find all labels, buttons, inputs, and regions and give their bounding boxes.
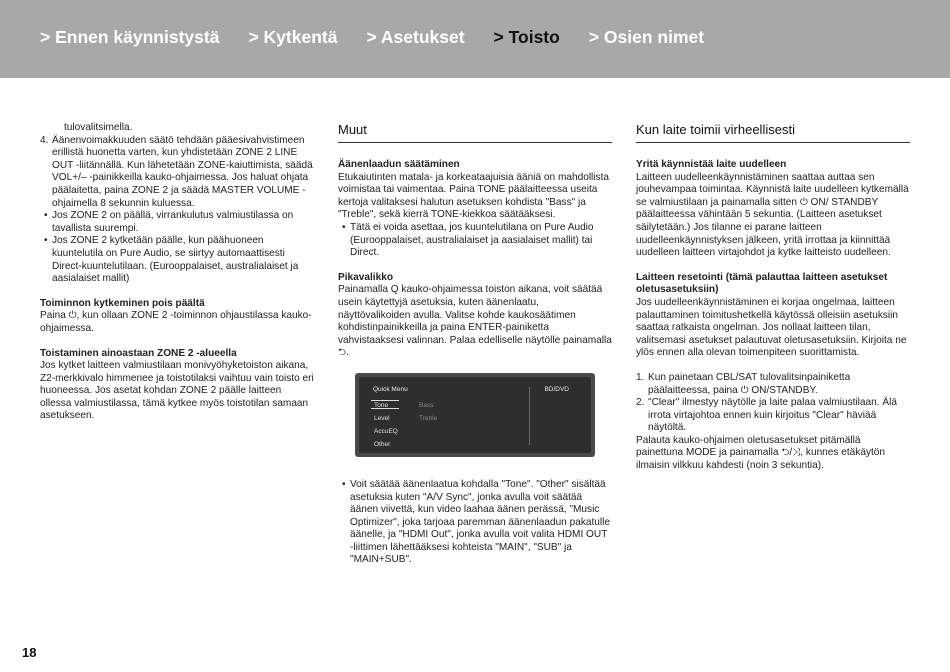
- screen-sub-item: Treble: [419, 414, 438, 422]
- section-title-malfunction: Kun laite toimii virheellisesti: [636, 122, 910, 143]
- screen-menu-item: Tone: [374, 401, 389, 409]
- bullet-item: • Jos ZONE 2 on päällä, virrankulutus valmiustilassa on tavallista suurempi.: [40, 210, 315, 235]
- text-fragment: , kun ollaan ZONE 2 -toiminnon ohjaustilassa kauko-ohjaimessa.: [40, 310, 312, 334]
- list-number: 4.: [40, 134, 49, 146]
- subheading-reset: Laitteen resetointi (tämä palauttaa laitteen asetukset oletusasetuksiin): [636, 271, 888, 296]
- column-right: [636, 122, 910, 473]
- tab-toisto[interactable]: > Toisto: [493, 27, 560, 47]
- list-item: [636, 397, 910, 435]
- section-title-muut: Muut: [338, 122, 612, 143]
- paragraph-zone2-only: Jos kytket laitteen valmiustilaan monivyöhyketoiston aikana, Z2-merkkivalo himmenee ja toistotilaksi vaihtuu vain toisto eri huoneessa. Jos asetat kohdan ZONE 2 päälle laitteen ollessa valmiustilassa, tämä kytkee myös toistotilan samaan asetukseen.: [40, 360, 314, 422]
- screen-menu-item: AccuEQ: [374, 427, 398, 435]
- text-fragment: "Clear" ilmestyy näytölle ja laite palaa valmiustilaan. Älä irrota virtajohtoa ennen kuin kirjoitus "Clear" häviää näytöltä.: [648, 397, 897, 434]
- paragraph-remote-reset: [636, 435, 910, 473]
- subheading-zone2-only: Toistaminen ainoastaan ZONE 2 -alueella: [40, 347, 237, 359]
- bullet-item: • Voit säätää äänenlaatua kohdalla "Tone". "Other" sisältää asetuksia kuten "A/V Sync", jonka avulla voit säätää äänen viivettä, kun video laahaa äänen perässä, "Music Optimizer", joka tarjoaa paremman äänenlaadun pakatulle äänelle, ja "HDMI Out", jonka avulla voit valita HDMI OUT -liittimen lähettääksesi kohteista "MAIN", "SUB" ja "MAIN+SUB".: [338, 479, 612, 567]
- text-fragment: Paina: [40, 310, 69, 322]
- screen-title: Quick Menu: [373, 385, 408, 393]
- numbered-list: [40, 135, 315, 211]
- continued-line: tulovalitsimella.: [64, 122, 133, 133]
- tab-kytkenta[interactable]: > Kytkentä: [248, 27, 338, 47]
- return-shuffle-icon: ⮌/⤨: [781, 447, 801, 459]
- power-icon: ⏻: [799, 196, 808, 208]
- screen-source: BD/DVD: [544, 385, 569, 393]
- top-navigation-bar: [0, 0, 950, 78]
- return-icon: ⮌: [338, 347, 347, 359]
- power-icon: ⏻: [740, 384, 749, 396]
- list-item: [636, 372, 910, 397]
- list-text: Äänenvoimakkuuden säätö tehdään pääesivahvistimeen erillistä huonetta varten, kun yhdistetään ZONE 2 LINE OUT -liitännällä. Kun lähetetään ZONE-kaiuttimista, säädä VOL+/– -painikkeilla kauko-ohjaimessa. Jos haluat ohjata päälaitetta, paina ZONE 2 ja säädä MASTER VOLUME -ohjaimella 8 sekunnin kuluessa.: [52, 134, 313, 209]
- paragraph-reset: Jos uudelleenkäynnistäminen ei korjaa ongelmaa, laitteen palauttaminen toimitushetkellä käytössä olleisiin asetuksiin saattaa ratkaista ongelman. Jos nollaat laitteen tilan, valitsemasi asetukset palautuvat oletusasetuksiin. Kirjoita ne ylös ennen alla olevan toimenpiteen suorittamista.: [636, 296, 907, 359]
- bullet-item: • Tätä ei voida asettaa, jos kuuntelutilana on Pure Audio (Eurooppalaiset, australialaiset ja aasialaiset mallit) tai Direct.: [338, 222, 612, 260]
- list-item: [40, 135, 315, 211]
- numbered-list: [636, 372, 910, 435]
- list-number: 2.: [636, 397, 645, 409]
- power-icon: ⏻: [68, 310, 77, 322]
- paragraph-quick-menu: Painamalla Q kauko-ohjaimessa toiston aikana, voit säätää usein käytettyjä asetuksia, kuten äänenlaatu, näyttövalikoiden avulla. Valitse kohde kaukosäätimen kohdistinpainikkeilla ja paina ENTER-painiketta vahvistaaksesi valinnan. Palaa edelliselle näytölle painamalla ⮌.: [338, 284, 612, 359]
- tab-asetukset[interactable]: > Asetukset: [366, 27, 465, 47]
- paragraph-restart: [636, 172, 910, 260]
- text-fragment: , kunnes etäkäytön ilmaisin vilkkuu kahdesti (noin 3 sekuntia).: [636, 447, 886, 472]
- tab-ennen-kaynnistysta[interactable]: > Ennen käynnistystä: [40, 27, 220, 47]
- subheading-restart: Yritä käynnistää laite uudelleen: [636, 159, 787, 170]
- column-left: [40, 122, 315, 423]
- text-fragment: ON/ STANDBY päälaitteessa vähintään 5 sekuntia. (Laitteen asetukset säilytetään.) Jos tilanne ei parane laitteen uudelleenkäynnistyksen jälkeen, yritä irrottaa ja kiinnittää uudelleen laitteen virtajohdot ja kytke laitteisto uudelleen.: [636, 196, 891, 259]
- text-fragment: ON/STANDBY.: [748, 384, 818, 396]
- text-fragment: Kun painetaan CBL/SAT tulovalitsinpainiketta päälaitteessa, paina: [648, 371, 851, 396]
- screen-menu-item: Level: [374, 414, 390, 422]
- screen-sub-item: Bass: [419, 401, 434, 409]
- text-fragment: Palauta kauko-ohjaimen oletusasetukset pitämällä painettuna MODE ja painamalla: [636, 434, 861, 459]
- screen-menu-item: Other: [374, 440, 391, 448]
- paragraph-tone: Etukaiutinten matala- ja korkeataajuisia ääniä on mahdollista voimistaa tai vaimentaa. Paina TONE päälaitteessa useita kertoja valitaksesi halutun asetuksen kohdista "Bass" ja "Treble", sekä kierrä TONE-kiekkoa säätääksesi.: [338, 171, 610, 221]
- text-fragment: Painamalla Q kauko-ohjaimessa toiston aikana, voit säätää usein käytettyjä asetuksia, kuten äänenlaatu, näyttövalikoiden avulla. Valitse kohde kaukosäätimen kohdistinpainikkeilla ja paina ENTER-painiketta vahvistaaksesi valinnan. Palaa edelliselle näytölle painamalla: [338, 284, 612, 346]
- subheading-turn-off: Toiminnon kytkeminen pois päältä: [40, 297, 205, 309]
- paragraph-turn-off: [40, 310, 315, 335]
- bullet-item: • Jos ZONE 2 kytketään päälle, kun päähuoneen kuuntelutila on Pure Audio, se siirtyy automaattisesti Direct-kuuntelutilaan. (Eurooppalaiset, australialaiset ja aasialaiset mallit): [40, 235, 315, 285]
- quick-menu-screenshot: [355, 373, 595, 457]
- page-number: 18: [22, 645, 37, 660]
- column-middle: [338, 122, 612, 567]
- subheading-quick-menu: Pikavalikko: [338, 271, 393, 283]
- list-number: 1.: [636, 371, 645, 383]
- text-fragment: Laitteen uudelleenkäynnistäminen saattaa auttaa sen jouhevampaa toimintaa. Käynnistä laite uudelleen kytkemällä se valmiustilaan ja painamalla sitten: [636, 171, 909, 208]
- section-tabs: [40, 27, 733, 48]
- tab-osien-nimet[interactable]: > Osien nimet: [588, 27, 705, 47]
- subheading-tone: Äänenlaadun säätäminen: [338, 159, 460, 170]
